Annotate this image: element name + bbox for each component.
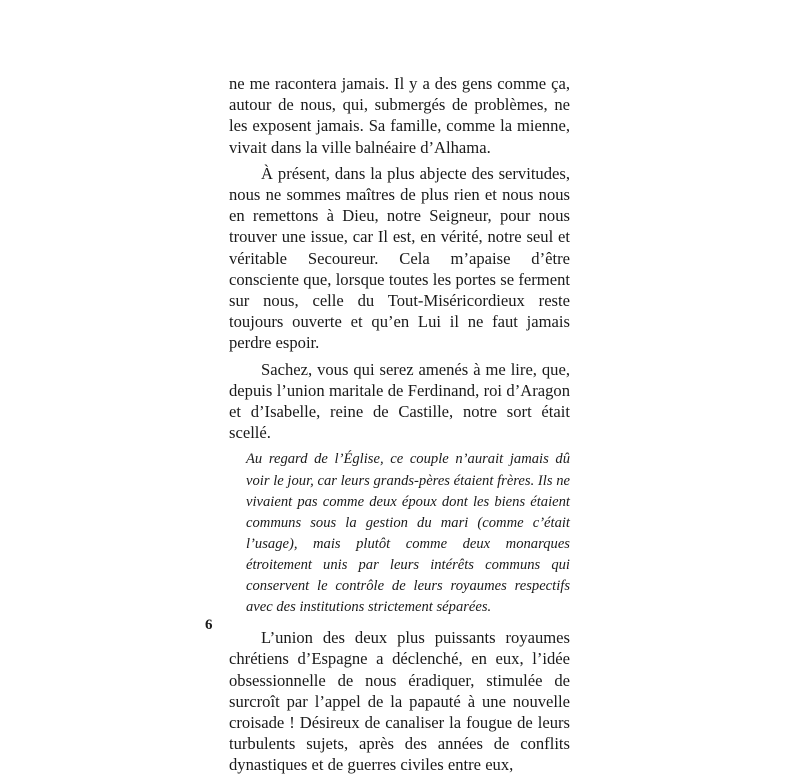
body-text [229, 73, 570, 776]
paragraph-kingdoms: L’union des deux plus puissants royaumes chrétiens d’Espagne a déclenché, en eux, l’idée obsessionnelle de nous éradiquer, stimulée de surcroît par l’appel de la papauté à une nouvelle croisade ! Désireux de canaliser la fougue de leurs turbulents sujets, après des années de conflits dynastiques et de guerres civiles entre eux, [229, 628, 570, 775]
opening-paragraph: ne me racontera jamais. Il y a des gens comme ça, autour de nous, qui, submergés de problèmes, ne les exposent jamais. Sa famille, comme la mienne, vivait dans la ville balnéaire d’Alhama. [229, 74, 570, 157]
paragraph-servitude: À présent, dans la plus abjecte des servitudes, nous ne sommes maîtres de plus rien et nous nous en remettons à Dieu, notre Seigneur, pour nous trouver une issue, car Il est, en vérité, notre seul et véritable Secoureur. Cela m’apaise d’être consciente que, lorsque toutes les portes se ferment sur nous, celle du Tout-Miséricordieux reste toujours ouverte et qu’en Lui il ne faut jamais perdre espoir. [229, 163, 570, 353]
page-number: 6 [205, 617, 213, 633]
paragraph-union: Sachez, vous qui serez amenés à me lire, que, depuis l’union maritale de Ferdinand, roi d’Aragon et d’Isabelle, reine de Castille, notre sort était scellé. [229, 359, 570, 443]
italic-quote: Au regard de l’Église, ce couple n’aurait jamais dû voir le jour, car leurs grands-pères étaient frères. Ils ne vivaient pas comme deux époux dont les biens étaient communs sous la gestion du mari (comme c’était l’usage), mais plutôt comme deux monarques étroitement unis par leurs intérêts communs qui conservent le contrôle de leurs royaumes respectifs avec des institutions strictement séparées. [246, 451, 570, 616]
